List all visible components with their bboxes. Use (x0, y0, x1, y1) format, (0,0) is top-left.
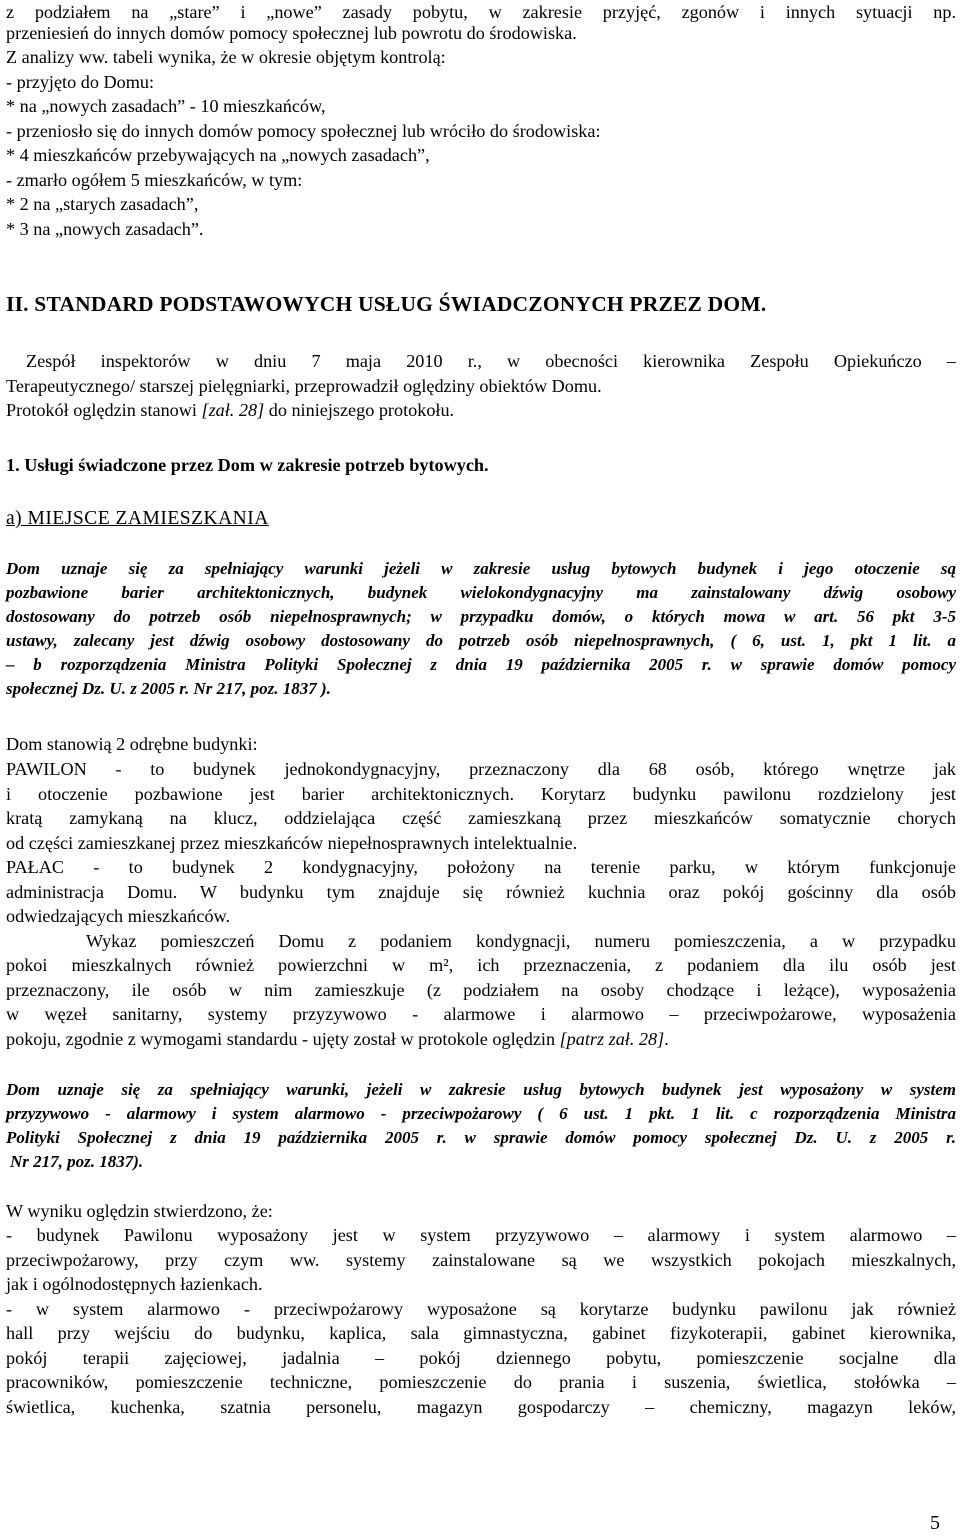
standard2-line-1: Dom uznaje się za spełniający warunki, jeżeli w zakresie usług bytowych budynek jest wyposażony w system (6, 1080, 956, 1099)
inspection-line-2: Terapeutycznego/ starszej pielęgniarki, przeprowadził oględziny obiektów Domu. (6, 376, 602, 396)
buildings-line-1: Dom stanowią 2 odrębne budynki: (6, 734, 258, 754)
standard1-line-2: pozbawione barier architektonicznych, budynek wielokondygnacyjny ma zainstalowany dźwig osobowy (6, 583, 956, 602)
buildings-line-2: PAWILON - to budynek jednokondygnacyjny, przeznaczony dla 68 osób, którego wnętrze jak (6, 759, 956, 779)
place-heading: a) MIEJSCE ZAMIESZKANIA (6, 508, 269, 529)
standard1-line-5: – b rozporządzenia Ministra Polityki Społecznej z dnia 19 października 2005 r. w sprawie domów pomocy (6, 655, 956, 674)
attachment-reference: [zał. 28] (201, 400, 265, 420)
inspection-line-3: Protokół oględzin stanowi [zał. 28] do niniejszego protokołu. (6, 400, 455, 420)
findings-line-8: pracowników, pomieszczenie techniczne, pomieszczenie do prania i suszenia, świetlica, stołówka – (6, 1372, 956, 1392)
standard1-line-4: ustawy, zalecany jest dźwig osobowy dostosowany do potrzeb osób niepełnosprawnych, ( 6, ust. 1, pkt 1 lit. a (6, 631, 956, 650)
findings-line-2: - budynek Pawilonu wyposażony jest w system przyzywowo – alarmowy i system alarmowo – (6, 1225, 956, 1245)
findings-line-1: W wyniku oględzin stwierdzono, że: (6, 1201, 273, 1221)
section-heading: II. STANDARD PODSTAWOWYCH USŁUG ŚWIADCZONYCH PRZEZ DOM. (6, 292, 767, 316)
findings-line-4: jak i ogólnodostępnych łazienkach. (6, 1274, 263, 1294)
standard2-line-4: Nr 217, poz. 1837). (10, 1152, 144, 1171)
buildings-line-6: PAŁAC - to budynek 2 kondygnacyjny, położony na terenie parku, w którym funkcjonuje (6, 857, 956, 877)
findings-line-9: świetlica, kuchenka, szatnia personelu, magazyn gospodarczy – chemiczny, magazyn leków, (6, 1397, 956, 1417)
buildings-line-8: odwiedzających mieszkańców. (6, 906, 231, 926)
standard2-line-3: Polityki Społecznej z dnia 19 października 2005 r. w sprawie domów pomocy społecznej Dz. U. z 2005 r. (6, 1128, 956, 1147)
intro-line-4: - przyjęto do Domu: (6, 72, 154, 92)
buildings-line-3: i otoczenie pozbawione jest barier architektonicznych. Korytarz budynku pawilonu rozdzielony jest (6, 784, 956, 804)
intro-line-6: - przeniosło się do innych domów pomocy społecznej lub wróciło do środowiska: (6, 121, 601, 141)
buildings-line-4: kratą zamykaną na klucz, oddzielająca część zamieszkaną przez mieszkańców somatycznie chorych (6, 808, 956, 828)
intro-line-3: Z analizy ww. tabeli wynika, że w okresie objętym kontrolą: (6, 47, 446, 67)
standard2-line-2: przyzywowo - alarmowy i system alarmowo - przeciwpożarowy ( 6 ust. 1 pkt. 1 lit. c rozporządzenia Ministra (6, 1104, 956, 1123)
standard1-line-6: społecznej Dz. U. z 2005 r. Nr 217, poz. 1837 ). (6, 679, 331, 698)
rooms-line-4: w węzeł sanitarny, systemy przyzywowo - alarmowe i alarmowo – przeciwpożarowe, wyposażenia (6, 1004, 956, 1024)
findings-line-3: przeciwpożarowy, przy czym ww. systemy zainstalowane są we wszystkich pokojach mieszkalnych, (6, 1250, 956, 1270)
buildings-line-7: administracja Domu. W budynku tym znajduje się również kuchnia oraz pokój gościnny dla osób (6, 882, 956, 902)
inspection-line-1: Zespół inspektorów w dniu 7 maja 2010 r., w obecności kierownika Zespołu Opiekuńczo – (26, 351, 956, 371)
subheading: 1. Usługi świadczone przez Dom w zakresie potrzeb bytowych. (6, 455, 489, 475)
intro-line-8: - zmarło ogółem 5 mieszkańców, w tym: (6, 170, 303, 190)
findings-line-6: hall przy wejściu do budynku, kaplica, sala gimnastyczna, gabinet fizykoterapii, gabinet kierownika, (6, 1323, 956, 1343)
intro-line-1: z podziałem na „stare” i „nowe” zasady pobytu, w zakresie przyjęć, zgonów i innych sytuacji np. (6, 2, 956, 22)
rooms-line-1: Wykaz pomieszczeń Domu z podaniem kondygnacji, numeru pomieszczenia, a w przypadku (86, 931, 956, 951)
rooms-line-3: przeznaczony, ile osób w nim zamieszkuje (z podziałem na osoby chodzące i leżące), wyposażenia (6, 980, 956, 1000)
standard1-line-1: Dom uznaje się za spełniający warunki jeżeli w zakresie usług bytowych budynek i jego otoczenie są (6, 559, 956, 578)
attachment-reference-2: [patrz zał. 28] (559, 1029, 665, 1049)
standard1-line-3: dostosowany do potrzeb osób niepełnosprawnych; w przypadku domów, o których mowa w art. 56 pkt 3-5 (6, 607, 956, 626)
intro-line-10: * 3 na „nowych zasadach”. (6, 219, 204, 239)
rooms-line-2: pokoi mieszkalnych również powierzchni w m², ich przeznaczenia, z podaniem dla ilu osób jest (6, 955, 956, 975)
intro-line-7: * 4 mieszkańców przebywających na „nowych zasadach”, (6, 145, 430, 165)
intro-line-2: przeniesień do innych domów pomocy społecznej lub powrotu do środowiska. (6, 23, 577, 43)
rooms-line-5: pokoju, zgodnie z wymogami standardu - ujęty został w protokole oględzin [patrz zał. 28]. (6, 1029, 669, 1049)
findings-line-7: pokój terapii zajęciowej, jadalnia – pokój dziennego pobytu, pomieszczenie socjalne dla (6, 1348, 956, 1368)
intro-line-9: * 2 na „starych zasadach”, (6, 194, 199, 214)
intro-line-5: * na „nowych zasadach” - 10 mieszkańców, (6, 96, 326, 116)
buildings-line-5: od części zamieszkanej przez mieszkańców niepełnosprawnych intelektualnie. (6, 833, 578, 853)
findings-line-5: - w system alarmowo - przeciwpożarowy wyposażone są korytarze budynku pawilonu jak również (6, 1299, 956, 1319)
page-number: 5 (930, 1512, 940, 1534)
